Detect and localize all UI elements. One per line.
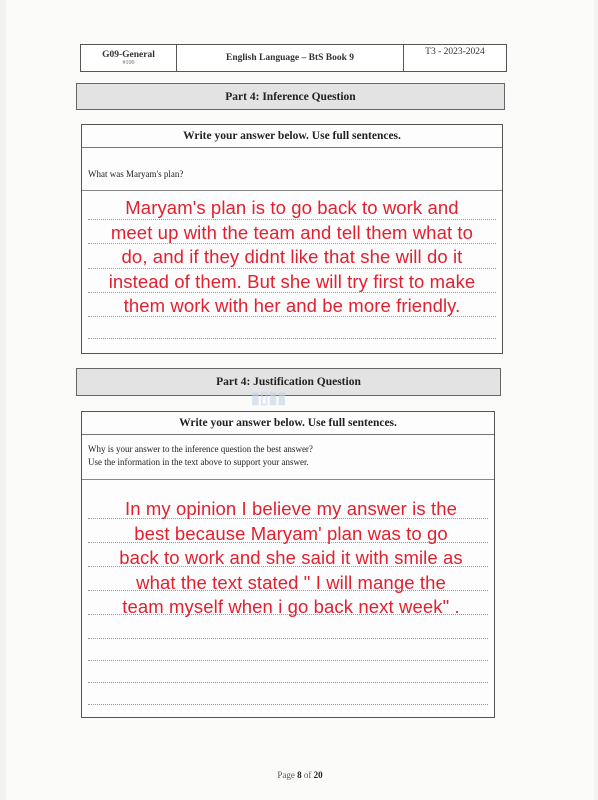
inference-answer-line: instead of them. But she will try first to make	[108, 270, 476, 292]
justification-handwritten-answer	[76, 497, 506, 620]
justification-question-line-1: Why is your answer to the inference question the best answer?	[88, 444, 313, 454]
inference-box-header: Write your answer below. Use full sentences.	[82, 125, 502, 148]
grade-sub-label: #100	[122, 60, 135, 66]
grade-cell	[81, 45, 177, 71]
page-total: 20	[313, 770, 323, 780]
page-number	[6, 770, 594, 780]
inference-section-title: Part 4: Inference Question	[76, 83, 505, 110]
inference-question: What was Maryam's plan?	[82, 148, 502, 191]
page-current: 8	[297, 770, 302, 780]
grade-label: G09-General	[102, 50, 155, 60]
worksheet-page	[6, 0, 594, 800]
inference-handwritten-answer	[70, 196, 514, 319]
inference-answer-line: do, and if they didnt like that she will do it	[121, 246, 463, 267]
justification-answer-line: In my opinion I believe my answer is the	[124, 498, 457, 519]
term-cell: T3 - 2023-2024	[425, 47, 485, 57]
watermark-logo: ▮▯▮▮	[251, 390, 287, 407]
page-word: Page	[277, 770, 295, 780]
of-word: of	[303, 770, 312, 780]
justification-question	[82, 435, 494, 480]
justification-answer-line: back to work and she said it with smile as	[119, 547, 463, 568]
header-table	[80, 44, 507, 72]
justification-answer-line: best because Maryam' plan was to go	[134, 522, 448, 544]
inference-answer-line: meet up with the team and tell them what to	[110, 221, 474, 243]
inference-answer-line: them work with her and be more friendly.	[123, 295, 461, 316]
justification-box-header: Write your answer below. Use full sentences.	[82, 412, 494, 435]
justification-question-line-2: Use the information in the text above to support your answer.	[88, 457, 309, 467]
justification-section-title: Part 4: Justification Question	[76, 368, 501, 396]
justification-answer-line: team myself when i go back next week" .	[122, 596, 460, 617]
inference-answer-line: Maryam's plan is to go back to work and	[125, 197, 459, 218]
justification-answer-line: what the text stated " I will mange the	[136, 571, 446, 593]
subject-cell: English Language – BtS Book 9	[177, 45, 404, 71]
